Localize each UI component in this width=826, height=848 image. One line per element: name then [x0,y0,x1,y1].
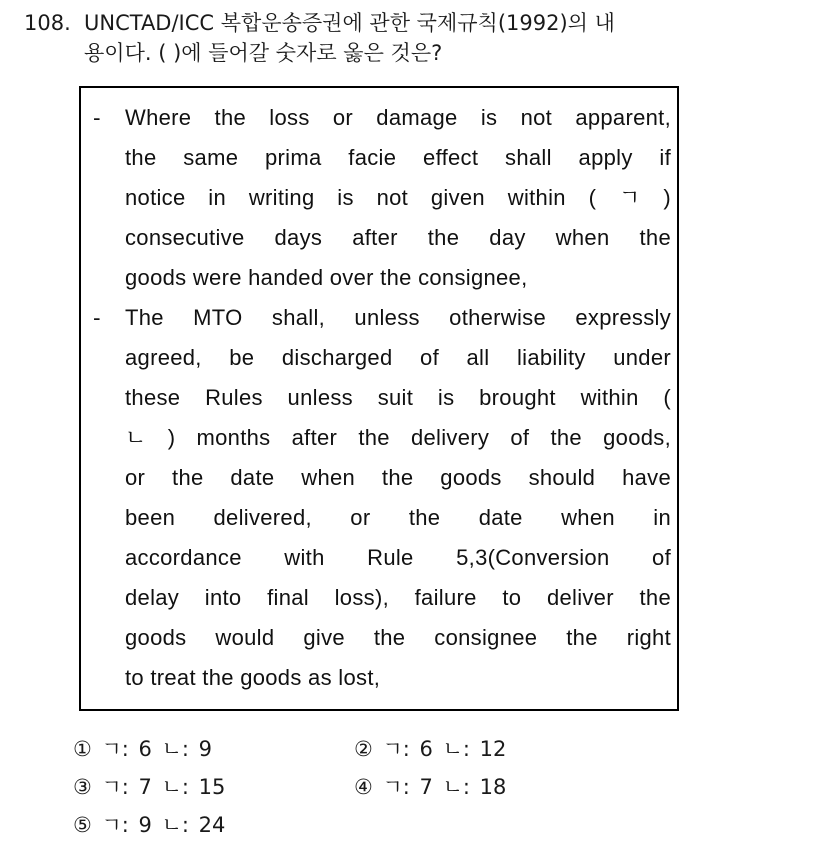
choice-4[interactable] [354,768,506,806]
choice-text-4: ㄱ: 7 ㄴ: 18 [382,775,507,799]
question-number: 108. [24,11,71,35]
choice-text-2: ㄱ: 6 ㄴ: 12 [382,737,507,761]
answer-choices [73,730,633,844]
passage-item-lines [125,98,671,298]
choice-marker-4: ④ [354,775,373,799]
passage-line: ㄴ ) months after the delivery of the goods, [125,425,671,450]
passage-line: goods were handed over the consignee, [125,265,528,290]
passage-line: to treat the goods as lost, [125,665,381,690]
passage-line: notice in writing is not given within ( ㄱ ) [125,185,671,210]
passage-line: been delivered, or the date when in [125,505,671,530]
choice-marker-2: ② [354,737,373,761]
choice-row [73,730,633,768]
choice-text-5: ㄱ: 9 ㄴ: 24 [101,813,226,837]
bullet-dash: - [93,106,101,130]
passage-line: Where the loss or damage is not apparent, [125,105,671,130]
passage-line: agreed, be discharged of all liability under [125,345,671,370]
choice-2[interactable] [354,730,506,768]
question-stem [24,8,784,68]
passage-box [79,86,679,711]
passage-line: or the date when the goods should have [125,465,671,490]
passage-line: accordance with Rule 5,3(Conversion of [125,545,671,570]
choice-row [73,806,633,844]
choice-3[interactable] [73,768,225,806]
question-text-line-1: UNCTAD/ICC 복합운송증권에 관한 국제규칙(1992)의 내 [84,11,615,35]
choice-text-1: ㄱ: 6 ㄴ: 9 [101,737,212,761]
choice-marker-3: ③ [73,775,92,799]
passage-line: the same prima facie effect shall apply if [125,145,671,170]
choice-marker-1: ① [73,737,92,761]
question-line-1 [24,8,784,38]
choice-row [73,768,633,806]
bullet-dash: - [93,306,101,330]
passage-line: delay into final loss), failure to deliver the [125,585,671,610]
choice-text-3: ㄱ: 7 ㄴ: 15 [101,775,226,799]
question-text-line-2: 용이다. ( )에 들어갈 숫자로 옳은 것은? [84,41,443,65]
choice-1[interactable] [73,730,212,768]
choice-marker-5: ⑤ [73,813,92,837]
choice-5[interactable] [73,806,225,844]
passage-line: these Rules unless suit is brought within ( [125,385,671,410]
passage-line: goods would give the consignee the right [125,625,671,650]
passage-line: consecutive days after the day when the [125,225,671,250]
passage-item-lines [125,298,671,698]
passage-line: The MTO shall, unless otherwise expressly [125,305,671,330]
